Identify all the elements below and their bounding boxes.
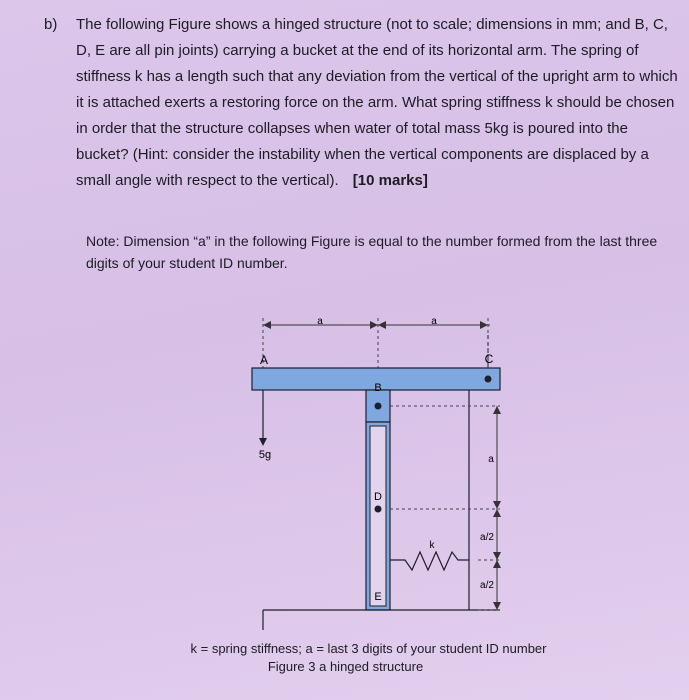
dim-a-right-label: a — [431, 316, 437, 327]
lower-member-inner — [370, 426, 386, 606]
dim-half-2-label: a/2 — [480, 580, 494, 591]
spring-label: k — [429, 540, 435, 551]
figure-caption-line1: k = spring stiffness; a = last 3 digits of your student ID number — [190, 641, 547, 656]
point-b-label: B — [374, 382, 382, 394]
pin-b — [375, 403, 382, 410]
note-text: Note: Dimension “a” in the following Figure is equal to the number formed from the last three digits of your student ID number. — [86, 233, 658, 271]
pin-d — [375, 506, 382, 513]
dim-half-1-label: a/2 — [480, 532, 494, 543]
point-e-label: E — [374, 591, 382, 603]
dim-a-vertical-label: a — [488, 454, 494, 465]
dim-a-left-label: a — [317, 316, 323, 327]
point-d-label: D — [374, 491, 382, 503]
question-body: The following Figure shows a hinged structure (not to scale; dimensions in mm; and B, C, D, E are all pin joints) carrying a bucket at the end of its horizontal arm. The spring of stiffness k has a length such that any deviation from the vertical of the upright arm to which it is attached exerts a restoring force on the arm. What spring stiffness k should be chosen in order that the structure collapses when water of total mass 5kg is poured into the bucket? (Hint: consider the instability when the vertical components are displaced by a small angle with respect to the vertical). — [76, 16, 678, 189]
load-arrow — [259, 438, 267, 446]
question-marks: [10 marks] — [352, 172, 428, 189]
point-a-label: A — [259, 353, 269, 367]
top-dimension — [263, 318, 490, 368]
figure-caption-line2: Figure 3 a hinged structure — [267, 659, 424, 674]
spring — [390, 552, 469, 570]
load-label: 5g — [258, 449, 272, 461]
point-c-label: C — [484, 352, 494, 366]
pin-c — [485, 376, 492, 383]
question-text — [76, 12, 682, 194]
question-label: b) — [44, 16, 58, 33]
hinged-structure-figure — [0, 300, 689, 645]
